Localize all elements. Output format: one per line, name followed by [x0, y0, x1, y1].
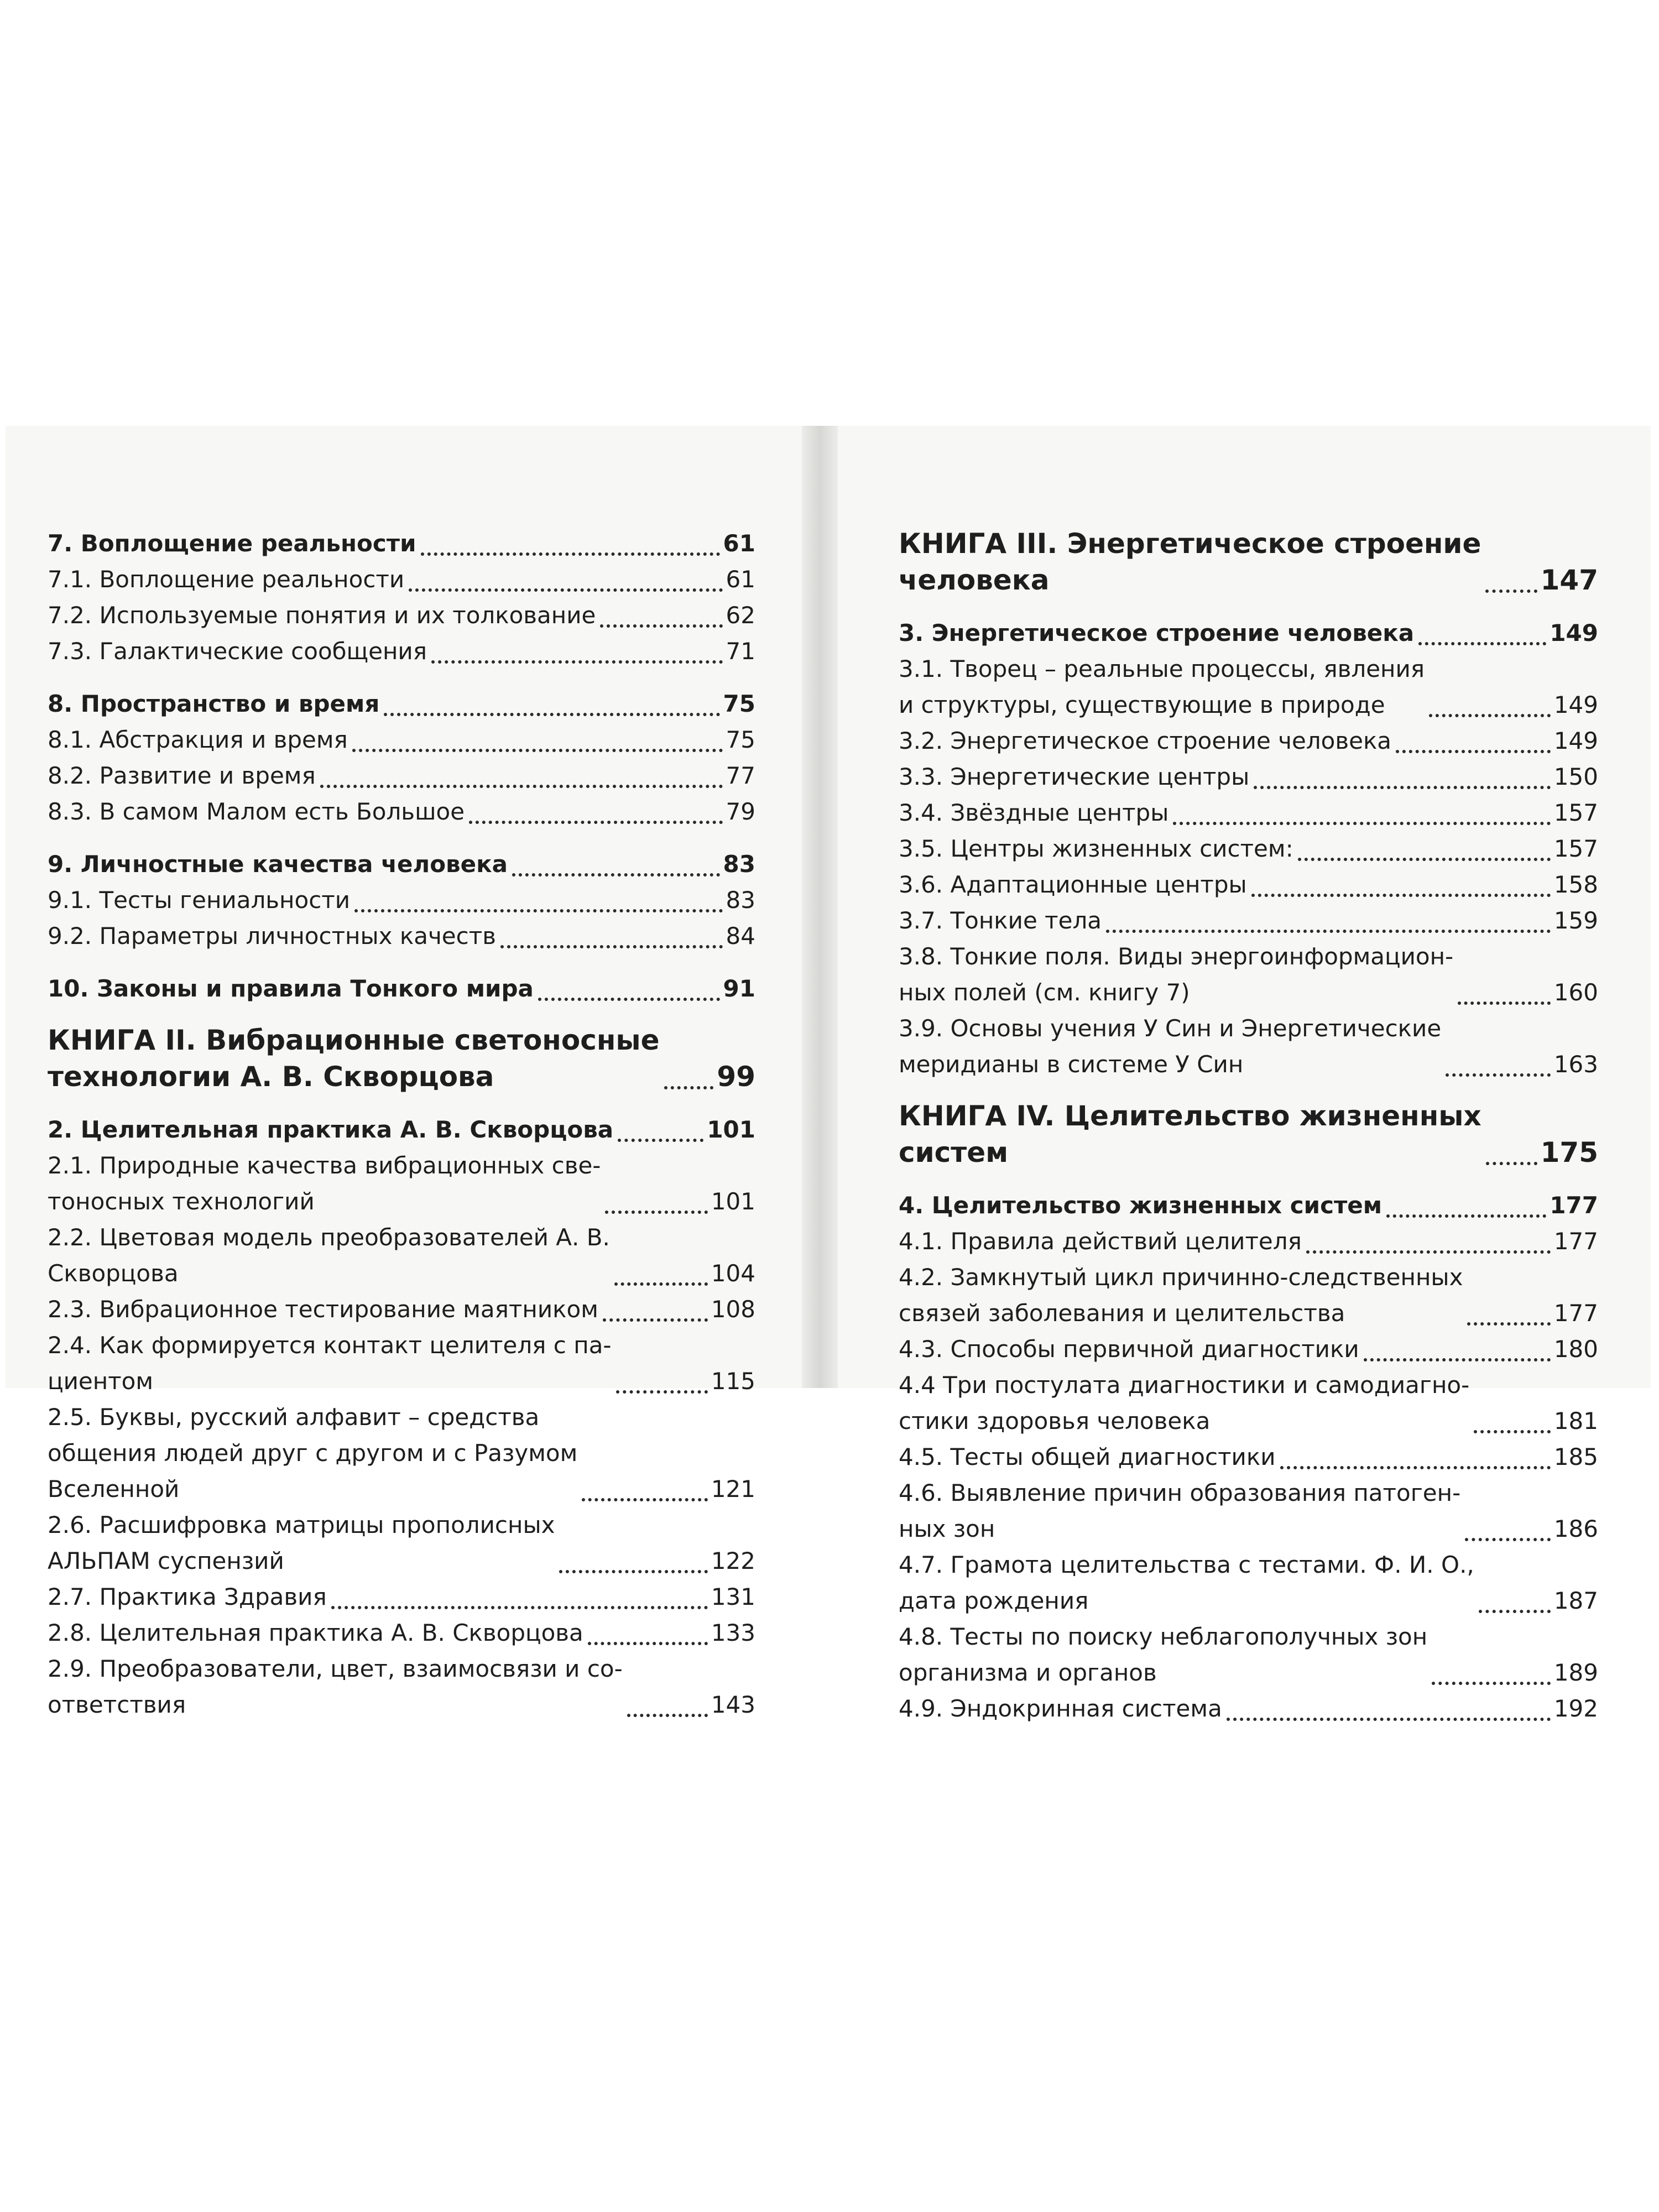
dot-leader: [331, 1583, 708, 1609]
toc-entry-page-number: 121: [711, 1475, 755, 1503]
toc-entry-page-number: 83: [726, 886, 755, 914]
toc-entry-sub: [48, 1507, 755, 1579]
toc-entry-page-number: 158: [1553, 871, 1598, 898]
dot-leader: [616, 1367, 708, 1394]
toc-entry-page-number: 133: [711, 1619, 755, 1646]
dot-leader: [1106, 906, 1551, 933]
toc-entry-page-number: 99: [717, 1061, 755, 1093]
toc-entry-title: 8.3. В самом Малом есть Большое: [48, 798, 465, 825]
dot-leader: [352, 726, 723, 752]
right-page: [838, 426, 1651, 1722]
toc-entry-title: 3. Энергетическое строение человека: [899, 619, 1415, 646]
toc-entry-title: 4.3. Способы первичной диагностики: [899, 1335, 1359, 1363]
toc-entry-page-number: 122: [711, 1547, 755, 1574]
toc-entry-title: 4.5. Тесты общей диагностики: [899, 1443, 1276, 1470]
toc-entry-title: 4.1. Правила действий целителя: [899, 1228, 1302, 1255]
dot-leader: [1306, 1227, 1551, 1254]
toc-entry-page-number: 186: [1553, 1515, 1598, 1542]
toc-entry-title: КНИГА II. Вибрационные светоносные технологии А. В. Скворцова: [48, 1024, 660, 1093]
toc-entry-book: [899, 525, 1598, 598]
toc-entry-title: 3.5. Центры жизненных систем:: [899, 835, 1293, 862]
toc-entry-sub: [48, 597, 755, 633]
toc-entry-page-number: 150: [1553, 763, 1598, 790]
toc-entry-sub: [899, 1691, 1598, 1726]
toc-entry-title: 3.4. Звёздные центры: [899, 799, 1169, 826]
toc-entry-sub: [48, 1399, 755, 1507]
dot-leader: [1429, 691, 1551, 717]
toc-entry-page-number: 187: [1553, 1587, 1598, 1614]
toc-entry-sub: [48, 722, 755, 758]
toc-entry-page-number: 91: [723, 975, 755, 1002]
dot-leader: [320, 761, 723, 788]
toc-entry-page-number: 180: [1553, 1335, 1598, 1363]
toc-entry-page-number: 185: [1553, 1443, 1598, 1470]
toc-entry-title: 9.1. Тесты гениальности: [48, 886, 351, 914]
toc-entry-page-number: 101: [707, 1116, 755, 1143]
dot-leader: [431, 637, 723, 664]
dot-leader: [354, 886, 722, 912]
dot-leader: [1432, 1658, 1551, 1685]
dot-leader: [1280, 1443, 1551, 1469]
toc-entry-chap: [48, 971, 755, 1006]
toc-entry-sub: [899, 1439, 1598, 1475]
toc-entry-page-number: 149: [1550, 619, 1598, 646]
toc-entry-title: 4.4 Три постулата диагностики и самодиагно- стики здоровья человека: [899, 1371, 1470, 1434]
toc-entry-title: 3.6. Адаптационные центры: [899, 871, 1247, 898]
dot-leader: [409, 565, 722, 592]
toc-entry-sub: [48, 1651, 755, 1723]
dot-leader: [421, 529, 720, 556]
toc-entry-page-number: 160: [1553, 979, 1598, 1006]
toc-entry-title: 4.8. Тесты по поиску неблагополучных зон организма и органов: [899, 1623, 1428, 1686]
toc-entry-book: [48, 1022, 755, 1095]
dot-leader: [1465, 1515, 1551, 1541]
toc-entry-sub: [899, 902, 1598, 938]
dot-leader: [1227, 1694, 1551, 1721]
dot-leader: [469, 797, 723, 824]
toc-entry-sub: [48, 794, 755, 830]
toc-entry-title: 4.2. Замкнутый цикл причинно-следственных связей заболевания и целительства: [899, 1264, 1463, 1327]
toc-entry-sub: [48, 1147, 755, 1219]
toc-entry-page-number: 115: [711, 1368, 755, 1395]
toc-entry-page-number: 83: [723, 851, 755, 878]
dot-leader: [559, 1547, 707, 1573]
toc-entry-title: 2.1. Природные качества вибрационных све- тоносных технологий: [48, 1152, 601, 1215]
dot-leader: [1446, 1050, 1551, 1077]
dot-leader: [582, 1475, 708, 1501]
dot-leader: [664, 1058, 714, 1089]
toc-entry-page-number: 143: [711, 1691, 755, 1718]
dot-leader: [1254, 763, 1551, 789]
dot-leader: [588, 1619, 708, 1645]
toc-entry-page-number: 181: [1553, 1407, 1598, 1434]
toc-entry-title: 8.1. Абстракция и время: [48, 726, 348, 753]
dot-leader: [384, 690, 719, 716]
toc-entry-title: 4.6. Выявление причин образования патоген- ных зон: [899, 1479, 1461, 1542]
toc-entry-page-number: 101: [711, 1188, 755, 1215]
toc-entry-title: 3.7. Тонкие тела: [899, 907, 1102, 934]
dot-leader: [600, 601, 722, 628]
toc-entry-title: 7.2. Используемые понятия и их толкование: [48, 602, 596, 629]
toc-entry-sub: [899, 1223, 1598, 1259]
dot-leader: [1396, 727, 1551, 753]
toc-entry-chap: [899, 615, 1598, 651]
toc-entry-sub: [899, 1547, 1598, 1619]
toc-entry-page-number: 149: [1553, 691, 1598, 718]
toc-entry-title: 3.8. Тонкие поля. Виды энергоинформацион- ных полей (см. книгу 7): [899, 943, 1454, 1006]
toc-entry-sub: [48, 1327, 755, 1399]
toc-entry-page-number: 149: [1553, 727, 1598, 754]
toc-entry-title: 2.9. Преобразователи, цвет, взаимосвязи и со- ответствия: [48, 1655, 623, 1718]
toc-entry-page-number: 71: [726, 638, 755, 665]
toc-entry-sub: [899, 1259, 1598, 1331]
toc-entry-title: 7.3. Галактические сообщения: [48, 638, 427, 665]
toc-entry-title: 2.3. Вибрационное тестирование маятником: [48, 1296, 598, 1323]
dot-leader: [1364, 1335, 1551, 1361]
toc-entry-sub: [899, 723, 1598, 759]
toc-entry-title: 4.9. Эндокринная система: [899, 1695, 1222, 1722]
toc-entry-page-number: 131: [711, 1583, 755, 1610]
toc-entry-sub: [899, 1475, 1598, 1547]
toc-entry-sub: [899, 1010, 1598, 1082]
toc-entry-page-number: 159: [1553, 907, 1598, 934]
toc-entry-sub: [48, 918, 755, 954]
toc-entry-title: 3.2. Энергетическое строение человека: [899, 727, 1392, 754]
dot-leader: [627, 1691, 708, 1717]
toc-entry-title: 7. Воплощение реальности: [48, 530, 416, 557]
dot-leader: [1173, 799, 1550, 825]
toc-entry-sub: [899, 795, 1598, 831]
dot-leader: [618, 1115, 703, 1142]
toc-entry-page-number: 175: [1540, 1136, 1598, 1168]
toc-entry-page-number: 192: [1553, 1695, 1598, 1722]
toc-entry-chap: [48, 1112, 755, 1147]
toc-entry-book: [899, 1098, 1598, 1171]
toc-entry-page-number: 75: [723, 690, 755, 717]
toc-entry-page-number: 163: [1553, 1051, 1598, 1078]
toc-entry-page-number: 157: [1553, 835, 1598, 862]
toc-entry-title: 7.1. Воплощение реальности: [48, 566, 405, 593]
toc-entry-sub: [899, 938, 1598, 1010]
dot-leader: [1386, 1191, 1546, 1218]
toc-entry-sub: [48, 1579, 755, 1615]
toc-entry-page-number: 75: [726, 726, 755, 753]
toc-entry-title: 4.7. Грамота целительства с тестами. Ф. И. О., дата рождения: [899, 1551, 1474, 1614]
dot-leader: [605, 1187, 707, 1214]
toc-entry-sub: [899, 867, 1598, 902]
toc-entry-sub: [899, 1619, 1598, 1691]
toc-entry-title: 10. Законы и правила Тонкого мира: [48, 975, 534, 1002]
book-gutter: [802, 426, 838, 1388]
toc-entry-title: 2.6. Расшифровка матрицы прополисных АЛЬПАМ суспензий: [48, 1511, 555, 1574]
toc-entry-page-number: 177: [1550, 1192, 1598, 1219]
dot-leader: [1479, 1587, 1551, 1613]
toc-entry-sub: [48, 1291, 755, 1327]
toc-entry-page-number: 104: [711, 1260, 755, 1287]
toc-column-right: [899, 525, 1598, 1726]
toc-entry-page-number: 108: [711, 1296, 755, 1323]
toc-entry-page-number: 61: [723, 530, 755, 557]
toc-entry-page-number: 147: [1540, 564, 1598, 596]
toc-entry-title: 2.4. Как формируется контакт целителя с па- циентом: [48, 1332, 612, 1395]
dot-leader: [1474, 1407, 1551, 1433]
toc-entry-page-number: 177: [1553, 1300, 1598, 1327]
toc-entry-title: 2. Целительная практика А. В. Скворцова: [48, 1116, 614, 1143]
toc-entry-title: 2.5. Буквы, русский алфавит – средства общения людей друг с другом и с Разумом Вселенной: [48, 1404, 578, 1503]
toc-entry-sub: [48, 561, 755, 597]
toc-entry-title: 8. Пространство и время: [48, 690, 380, 717]
toc-entry-sub: [48, 1219, 755, 1291]
toc-entry-title: 9.2. Параметры личностных качеств: [48, 922, 496, 950]
toc-entry-page-number: 157: [1553, 799, 1598, 826]
dot-leader: [603, 1295, 708, 1322]
left-page: [6, 426, 802, 1718]
toc-entry-title: 9. Личностные качества человека: [48, 851, 508, 878]
dot-leader: [1485, 562, 1537, 593]
toc-entry-sub: [48, 633, 755, 669]
dot-leader: [1486, 1134, 1537, 1165]
toc-entry-sub: [48, 1615, 755, 1651]
toc-entry-title: 8.2. Развитие и время: [48, 762, 316, 789]
dot-leader: [1298, 834, 1551, 861]
toc-entry-chap: [48, 686, 755, 722]
toc-entry-title: 3.9. Основы учения У Син и Энергетические меридианы в системе У Син: [899, 1015, 1442, 1078]
toc-entry-page-number: 77: [726, 762, 755, 789]
toc-entry-chap: [48, 846, 755, 882]
toc-entry-sub: [899, 1367, 1598, 1439]
toc-entry-title: КНИГА III. Энергетическое строение человека: [899, 528, 1481, 596]
toc-entry-title: 4. Целительство жизненных систем: [899, 1192, 1383, 1219]
toc-entry-title: 2.7. Практика Здравия: [48, 1583, 327, 1610]
toc-entry-chap: [899, 1187, 1598, 1223]
toc-entry-page-number: 84: [726, 922, 755, 950]
toc-entry-sub: [48, 758, 755, 794]
toc-entry-sub: [899, 1331, 1598, 1367]
dot-leader: [614, 1259, 708, 1286]
toc-entry-page-number: 189: [1553, 1659, 1598, 1686]
toc-entry-title: КНИГА IV. Целительство жизненных систем: [899, 1100, 1481, 1168]
dot-leader: [1458, 978, 1551, 1005]
dot-leader: [1418, 619, 1546, 645]
toc-entry-page-number: 79: [726, 798, 755, 825]
dot-leader: [512, 850, 720, 877]
toc-entry-page-number: 62: [726, 602, 755, 629]
toc-entry-sub: [48, 882, 755, 918]
toc-entry-page-number: 61: [726, 566, 755, 593]
toc-column-left: [48, 525, 755, 1723]
toc-entry-title: 3.1. Творец – реальные процессы, явления и структуры, существующие в природе: [899, 655, 1425, 718]
dot-leader: [538, 974, 720, 1001]
toc-entry-sub: [899, 759, 1598, 795]
dot-leader: [1467, 1299, 1550, 1326]
dot-leader: [1251, 870, 1551, 897]
toc-entry-title: 2.8. Целительная практика А. В. Скворцова: [48, 1619, 583, 1646]
toc-entry-title: 2.2. Цветовая модель преобразователей А. В. Скворцова: [48, 1224, 610, 1287]
toc-entry-page-number: 177: [1553, 1228, 1598, 1255]
dot-leader: [500, 922, 723, 948]
toc-entry-title: 3.3. Энергетические центры: [899, 763, 1250, 790]
toc-entry-sub: [899, 831, 1598, 867]
toc-entry-chap: [48, 525, 755, 561]
toc-entry-sub: [899, 651, 1598, 723]
